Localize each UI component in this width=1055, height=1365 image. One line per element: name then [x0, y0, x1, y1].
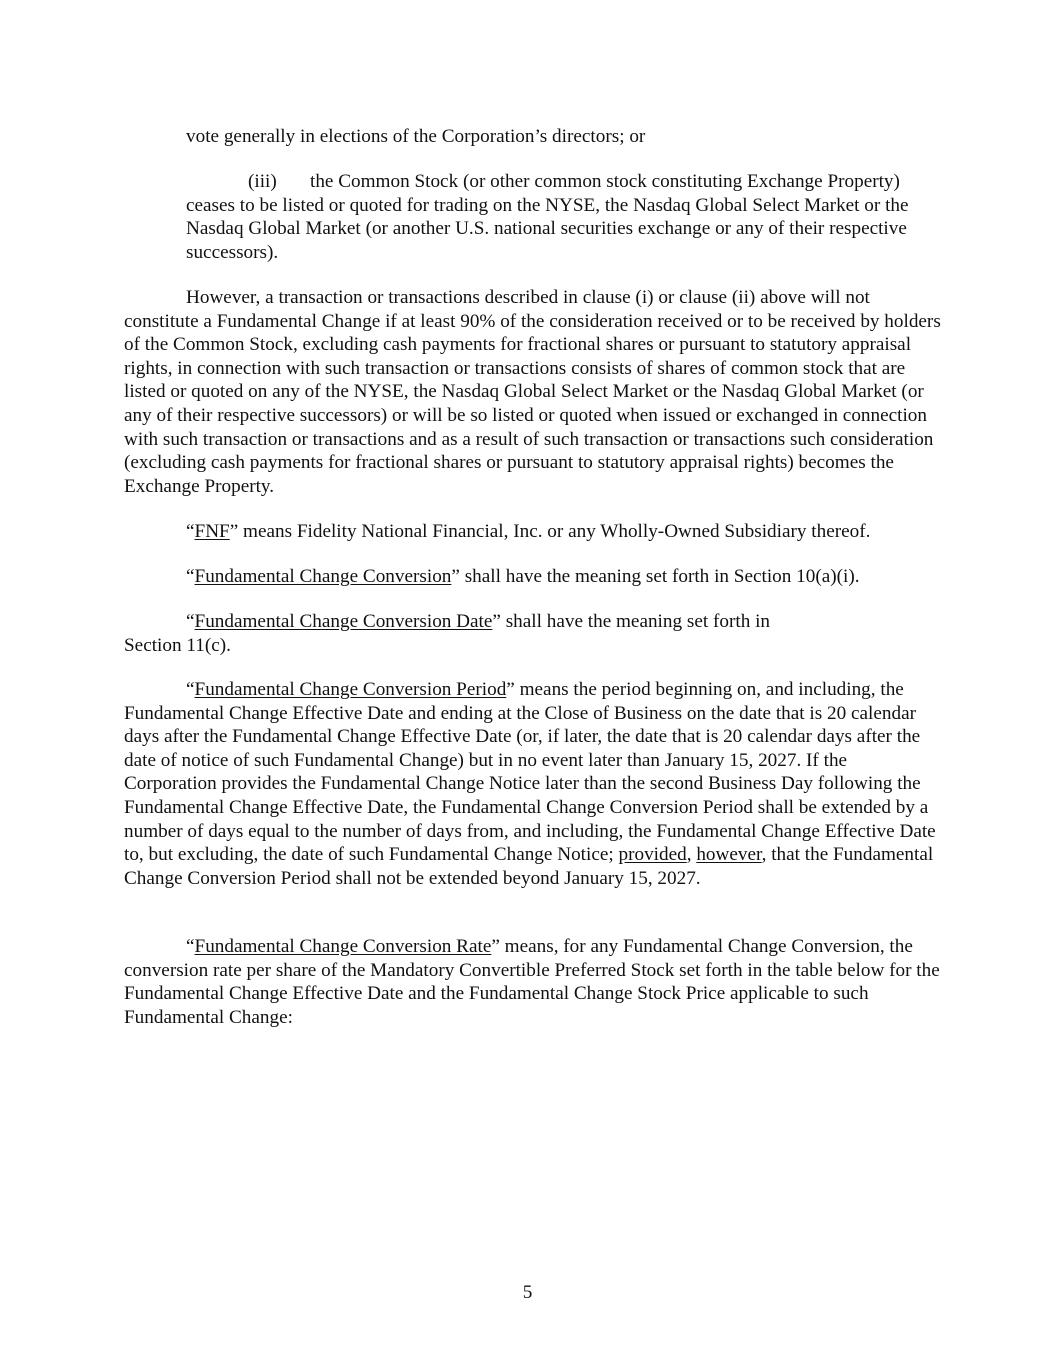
clause-iii: [186, 170, 946, 264]
clause-text: the Common Stock (or other common stock constituting Exchange Property) ceases to be listed or quoted for trading on the NYSE, the Nasdaq Global Select Market or the Nasdaq Global Market (or another U.S. national securities exchange or any of their respective successors).: [186, 171, 909, 263]
definition-text-line2: Section 11(c).: [124, 634, 231, 656]
definition-fundamental-change-conversion-date: [124, 610, 944, 657]
paragraph-vote-generally: vote generally in elections of the Corporation’s directors; or: [186, 126, 646, 147]
definition-text: ” shall have the meaning set forth in: [492, 611, 771, 632]
defined-term-fnf: FNF: [194, 521, 230, 542]
definition-text: ” means, for any Fundamental Change Conversion, the conversion rate per share of the Mandatory Convertible Preferred Stock set forth in the table below for the Fundamental Change Effective Date and the Fundamental Change Stock Price applicable to such Fundamental Change:: [124, 936, 940, 1028]
open-quote: “: [186, 936, 195, 957]
open-quote: “: [186, 566, 195, 587]
clause-number: (iii): [248, 171, 277, 192]
definition-fundamental-change-conversion-period: [124, 678, 944, 890]
definition-fundamental-change-conversion: [124, 565, 944, 589]
definition-fnf: [124, 520, 944, 544]
defined-term-fundamental-change-conversion-period: Fundamental Change Conversion Period: [194, 679, 507, 700]
definition-text: ” shall have the meaning set forth in Section 10(a)(i).: [451, 566, 860, 587]
defined-term-fundamental-change-conversion-rate: Fundamental Change Conversion Rate: [194, 936, 492, 957]
definition-fundamental-change-conversion-rate: [124, 935, 944, 1029]
definition-text-end: , that the Fundamental Change Conversion Period shall not be extended beyond January 15, 2027.: [124, 844, 934, 889]
open-quote: “: [186, 611, 195, 632]
provided-term: provided: [618, 844, 687, 866]
however-term: however: [696, 844, 762, 866]
definition-text: ” means the period beginning on, and including, the Fundamental Change Effective Date and ending at the Close of Business on the date that is 20 calendar days after the Fundamental Change Effective Date (or, if later, the date that is 20 calendar days after the date of notice of such Fundamental Change) but in no event later than January 15, 2027. If the Corporation provides the Fundamental Change Notice later than the second Business Day following the Fundamental Change Effective Date, the Fundamental Change Conversion Period shall be extended by a number of days equal to the number of days from, and including, the Fundamental Change Effective Date to, but excluding, the date of such Fundamental Change Notice;: [124, 679, 936, 866]
defined-term-fundamental-change-conversion: Fundamental Change Conversion: [194, 566, 452, 587]
definition-text: ” means Fidelity National Financial, Inc. or any Wholly-Owned Subsidiary thereof.: [229, 521, 871, 542]
defined-term-fundamental-change-conversion-date: Fundamental Change Conversion Date: [194, 611, 493, 632]
open-quote: “: [186, 521, 195, 542]
page-number: 5: [522, 1282, 533, 1303]
paragraph-however: However, a transaction or transactions described in clause (i) or clause (ii) above will not constitute a Fundamental Change if at least 90% of the consideration received or to be received by holders of the Common Stock, excluding cash payments for fractional shares or pursuant to statutory appraisal rights, in connection with such transaction or transactions consists of shares of common stock that are listed or quoted on any of the NYSE, the Nasdaq Global Select Market or the Nasdaq Global Market (or any of their respective successors) or will be so listed or quoted when issued or exchanged in connection with such transaction or transactions and as a result of such transaction or transactions such consideration (excluding cash payments for fractional shares or pursuant to statutory appraisal rights) becomes the Exchange Property.: [124, 287, 941, 497]
open-quote: “: [186, 679, 195, 700]
comma: ,: [686, 844, 697, 866]
